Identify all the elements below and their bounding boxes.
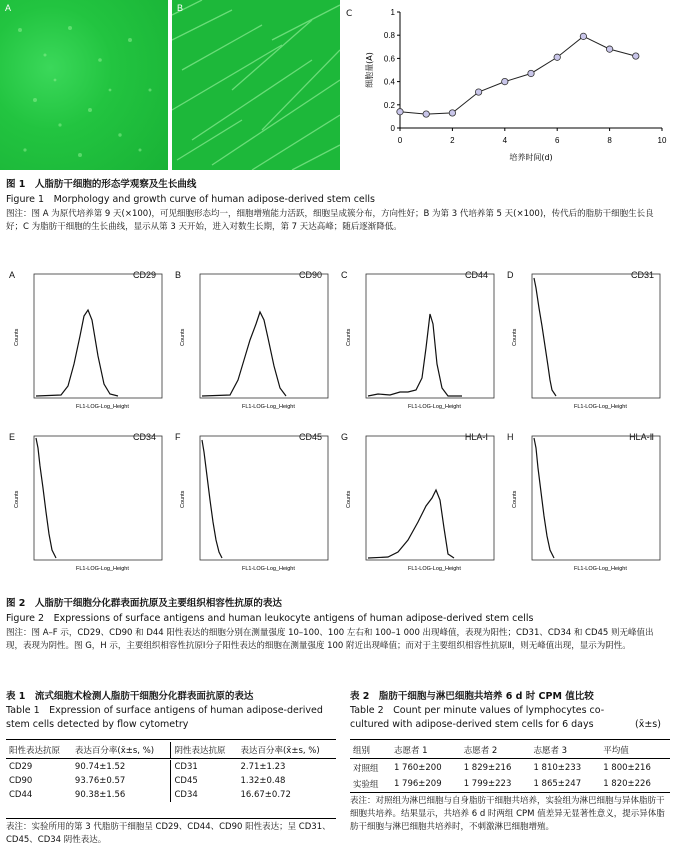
flow-axis-y: Counts <box>14 328 20 346</box>
flow-axis-x: FL1-LOG-Log_Height <box>408 404 461 410</box>
table1-title-cn: 表 1 流式细胞术检测人脂肪干细胞分化群表面抗原的表达 <box>6 691 254 702</box>
table-cell: 1 796±209 <box>393 779 442 789</box>
table1-bottom-rule <box>6 818 336 819</box>
table-cell: CD44 <box>9 790 33 800</box>
histogram-curve <box>36 438 56 558</box>
flow-histogram <box>6 430 166 582</box>
table-cell: CD31 <box>174 762 198 772</box>
flow-panel-f <box>172 430 332 582</box>
flow-panel-a <box>6 268 166 420</box>
flow-axis-x: FL1-LOG-Log_Height <box>76 404 129 410</box>
flow-histogram <box>6 268 166 420</box>
micrograph-a <box>0 0 168 170</box>
histogram-curve <box>534 278 556 396</box>
flow-axis-x: FL1-LOG-Log_Height <box>408 566 461 572</box>
data-point <box>528 70 534 76</box>
table-cell: 90.74±1.52 <box>72 760 171 774</box>
flow-marker-label: HLA-Ⅰ <box>464 432 488 442</box>
table1-header: 阴性表达抗原 <box>174 746 226 756</box>
data-point <box>397 109 403 115</box>
flow-axis-x: FL1-LOG-Log_Height <box>242 404 295 410</box>
table-cell: 1 760±200 <box>393 763 442 773</box>
data-point <box>475 89 481 95</box>
x-tick-label: 4 <box>502 136 508 145</box>
data-point <box>423 111 429 117</box>
fig1-title-cn: 图 1 人脂肪干细胞的形态学观察及生长曲线 <box>6 179 197 190</box>
flow-axis-y: Counts <box>180 328 186 346</box>
flow-marker-label: CD90 <box>298 270 322 280</box>
flow-histogram <box>338 430 498 582</box>
flow-histogram <box>504 268 664 420</box>
table1-top-rule <box>6 739 336 740</box>
flow-panel-label: A <box>9 270 16 280</box>
data-point <box>502 78 508 84</box>
flow-panel-label: C <box>341 270 348 280</box>
fig2-note: 图注：图 A–F 示，CD29、CD90 和 D44 阳性表达的细胞分别在测量强度 10–100、100 左右和 100–1 000 出现峰值，表现为阳性；CD31、CD34 和 CD45 则无峰值出现，表现为阴性。图 G，H 示，主要组织相容性抗原Ⅰ分子阳性表达的细胞在测量强度 100 附近出现峰值；而对于主要组织相容性抗原Ⅱ，则无峰值出现，显示为阴性。 <box>6 628 654 651</box>
y-tick-label: 0 <box>390 124 395 133</box>
y-tick-label: 1 <box>390 8 395 17</box>
table2-stat: (x̄±s) <box>635 719 661 730</box>
flow-panel-d <box>504 268 664 420</box>
table2-top-rule <box>350 739 670 740</box>
table2-title-en: Table 2 Count per minute values of lymphocytes co-cultured with adipose-derived stem cells for 6 days <box>350 705 605 730</box>
table-cell: 93.76±0.57 <box>72 774 171 788</box>
table1-header: 阳性表达抗原 <box>9 746 61 756</box>
table-cell: CD34 <box>174 790 198 800</box>
flow-marker-label: CD29 <box>132 270 156 280</box>
table-cell: 16.67±0.72 <box>240 790 291 800</box>
flow-panel-h <box>504 430 664 582</box>
fig1-note: 图注：图 A 为原代培养第 9 天(×100)，可见细胞形态均一，细胞增殖能力活跃，细胞呈成簇分布，方向性好；B 为第 3 代培养第 5 天(×100)，传代后的脂肪干细胞生长良好；C 为脂肪干细胞的生长曲线，显示从第 3 天开始，进入对数生长期，第 7 天达高峰；随后逐渐降低。 <box>6 209 654 232</box>
data-point <box>633 53 639 59</box>
table2-header: 志愿者 3 <box>533 746 568 756</box>
flow-panel-label: F <box>175 432 181 442</box>
table-cell: 1 820±226 <box>603 779 651 789</box>
panel-c-label: C <box>346 9 353 19</box>
flow-axis-y: Counts <box>346 490 352 508</box>
x-tick-label: 6 <box>554 136 560 145</box>
flow-marker-label: HLA-Ⅱ <box>629 432 654 442</box>
table-cell: CD45 <box>174 776 198 786</box>
flow-axis-x: FL1-LOG-Log_Height <box>574 404 627 410</box>
flow-marker-label: CD31 <box>630 270 654 280</box>
table2-header: 志愿者 1 <box>393 746 428 756</box>
table-cell: 1 810±233 <box>533 763 582 773</box>
table-cell: 1 799±223 <box>463 779 512 789</box>
table-row <box>6 774 336 788</box>
flow-axis-x: FL1-LOG-Log_Height <box>242 566 295 572</box>
flow-marker-label: CD44 <box>464 270 488 280</box>
table-cell: 对照组 <box>353 764 379 774</box>
table1-header: 表达百分率(x̄±s, %) <box>72 742 171 759</box>
flow-panel-label: E <box>9 432 16 442</box>
table2-title-cn: 表 2 脂肪干细胞与淋巴细胞共培养 6 d 时 CPM 值比较 <box>350 691 594 702</box>
fig1-title-en: Figure 1 Morphology and growth curve of human adipose-derived stem cells <box>6 194 375 205</box>
table2-header: 平均值 <box>603 746 629 756</box>
data-point <box>449 110 455 116</box>
flow-axis-y: Counts <box>512 490 518 508</box>
x-axis-label: 培养时间(d) <box>509 153 553 162</box>
histogram-curve <box>534 438 554 558</box>
table1-header: 表达百分率(x̄±s, %) <box>240 746 320 756</box>
x-tick-label: 10 <box>657 136 667 145</box>
flow-panel-b <box>172 268 332 420</box>
y-tick-label: 0.4 <box>383 77 395 87</box>
histogram-curve <box>36 310 118 396</box>
micrograph-a-cells <box>0 0 168 170</box>
flow-marker-label: CD34 <box>132 432 156 442</box>
table1-note: 表注：实验所用的第 3 代脂肪干细胞呈 CD29、CD44、CD90 阳性表达；呈 CD31、CD45、CD34 阴性表达。 <box>6 822 331 845</box>
table-cell: 实验组 <box>353 780 379 790</box>
flow-panel-g <box>338 430 498 582</box>
flow-axis-y: Counts <box>346 328 352 346</box>
series-line <box>400 36 636 114</box>
flow-panel-e <box>6 430 166 582</box>
table2-header: 组别 <box>353 746 371 756</box>
micrograph-b <box>172 0 340 170</box>
growth-curve-chart <box>358 0 674 172</box>
flow-axis-x: FL1-LOG-Log_Height <box>574 566 627 572</box>
panel-b-label: B <box>177 3 184 13</box>
table-cell: 1.32±0.48 <box>240 776 286 786</box>
table2 <box>350 742 670 792</box>
data-point <box>554 54 560 60</box>
table-row <box>350 776 670 792</box>
table-cell: 90.38±1.56 <box>72 788 171 802</box>
flow-panel-label: B <box>175 270 182 280</box>
table-cell: 2.71±1.23 <box>240 762 286 772</box>
fig2-title-en: Figure 2 Expressions of surface antigens and human leukocyte antigens of human adipose-derived stem cells <box>6 613 534 624</box>
x-tick-label: 8 <box>607 136 612 145</box>
histogram-curve <box>202 440 222 558</box>
flow-axis-y: Counts <box>512 328 518 346</box>
table1 <box>6 742 336 802</box>
flow-histogram <box>172 268 332 420</box>
table-cell: 1 829±216 <box>463 763 512 773</box>
table-row <box>350 760 670 776</box>
flow-axis-x: FL1-LOG-Log_Height <box>76 566 129 572</box>
panel-a-label: A <box>5 3 12 13</box>
table2-header: 志愿者 2 <box>463 746 498 756</box>
histogram-curve <box>368 314 462 396</box>
y-axis-label: 细胞量(A) <box>365 52 374 88</box>
table-row <box>6 788 336 802</box>
table-cell: 1 800±216 <box>603 763 651 773</box>
x-tick-label: 2 <box>450 136 455 145</box>
data-point <box>580 33 586 39</box>
flow-panel-label: H <box>507 432 514 442</box>
table2-bottom-rule <box>350 792 670 793</box>
data-point <box>606 46 612 52</box>
flow-histogram <box>172 430 332 582</box>
flow-marker-label: CD45 <box>298 432 322 442</box>
y-tick-label: 0.6 <box>383 54 395 64</box>
table-cell: 1 865±247 <box>533 779 582 789</box>
flow-panel-label: G <box>341 432 349 442</box>
table2-header-row <box>350 742 670 759</box>
table-row <box>6 760 336 774</box>
table-cell: CD29 <box>9 762 33 772</box>
y-tick-label: 0.2 <box>383 100 395 110</box>
fig2-title-cn: 图 2 人脂肪干细胞分化群表面抗原及主要组织相容性抗原的表达 <box>6 598 282 609</box>
flow-histogram <box>338 268 498 420</box>
flow-panel-label: D <box>507 270 514 280</box>
flow-axis-y: Counts <box>14 490 20 508</box>
flow-histogram <box>504 430 664 582</box>
micrograph-b-cells <box>172 0 340 170</box>
table-cell: CD90 <box>9 776 33 786</box>
flow-axis-y: Counts <box>180 490 186 508</box>
flow-panel-c <box>338 268 498 420</box>
table2-note: 表注：对照组为淋巴细胞与自身脂肪干细胞共培养，实验组为淋巴细胞与异体脂肪干细胞共培养。结果显示，共培养 6 d 时两组 CPM 值差异无显著性意义，提示异体脂肪干细胞与淋巴细胞共培养时，不刺激淋巴细胞增殖。 <box>350 796 665 832</box>
y-tick-label: 0.8 <box>383 31 395 41</box>
x-tick-label: 0 <box>397 136 403 145</box>
histogram-curve <box>202 312 286 396</box>
table1-title-en: Table 1 Expression of surface antigens of human adipose-derived stem cells detected by flow cytometry <box>6 705 323 730</box>
table1-header-row <box>6 742 336 759</box>
histogram-curve <box>368 490 454 558</box>
